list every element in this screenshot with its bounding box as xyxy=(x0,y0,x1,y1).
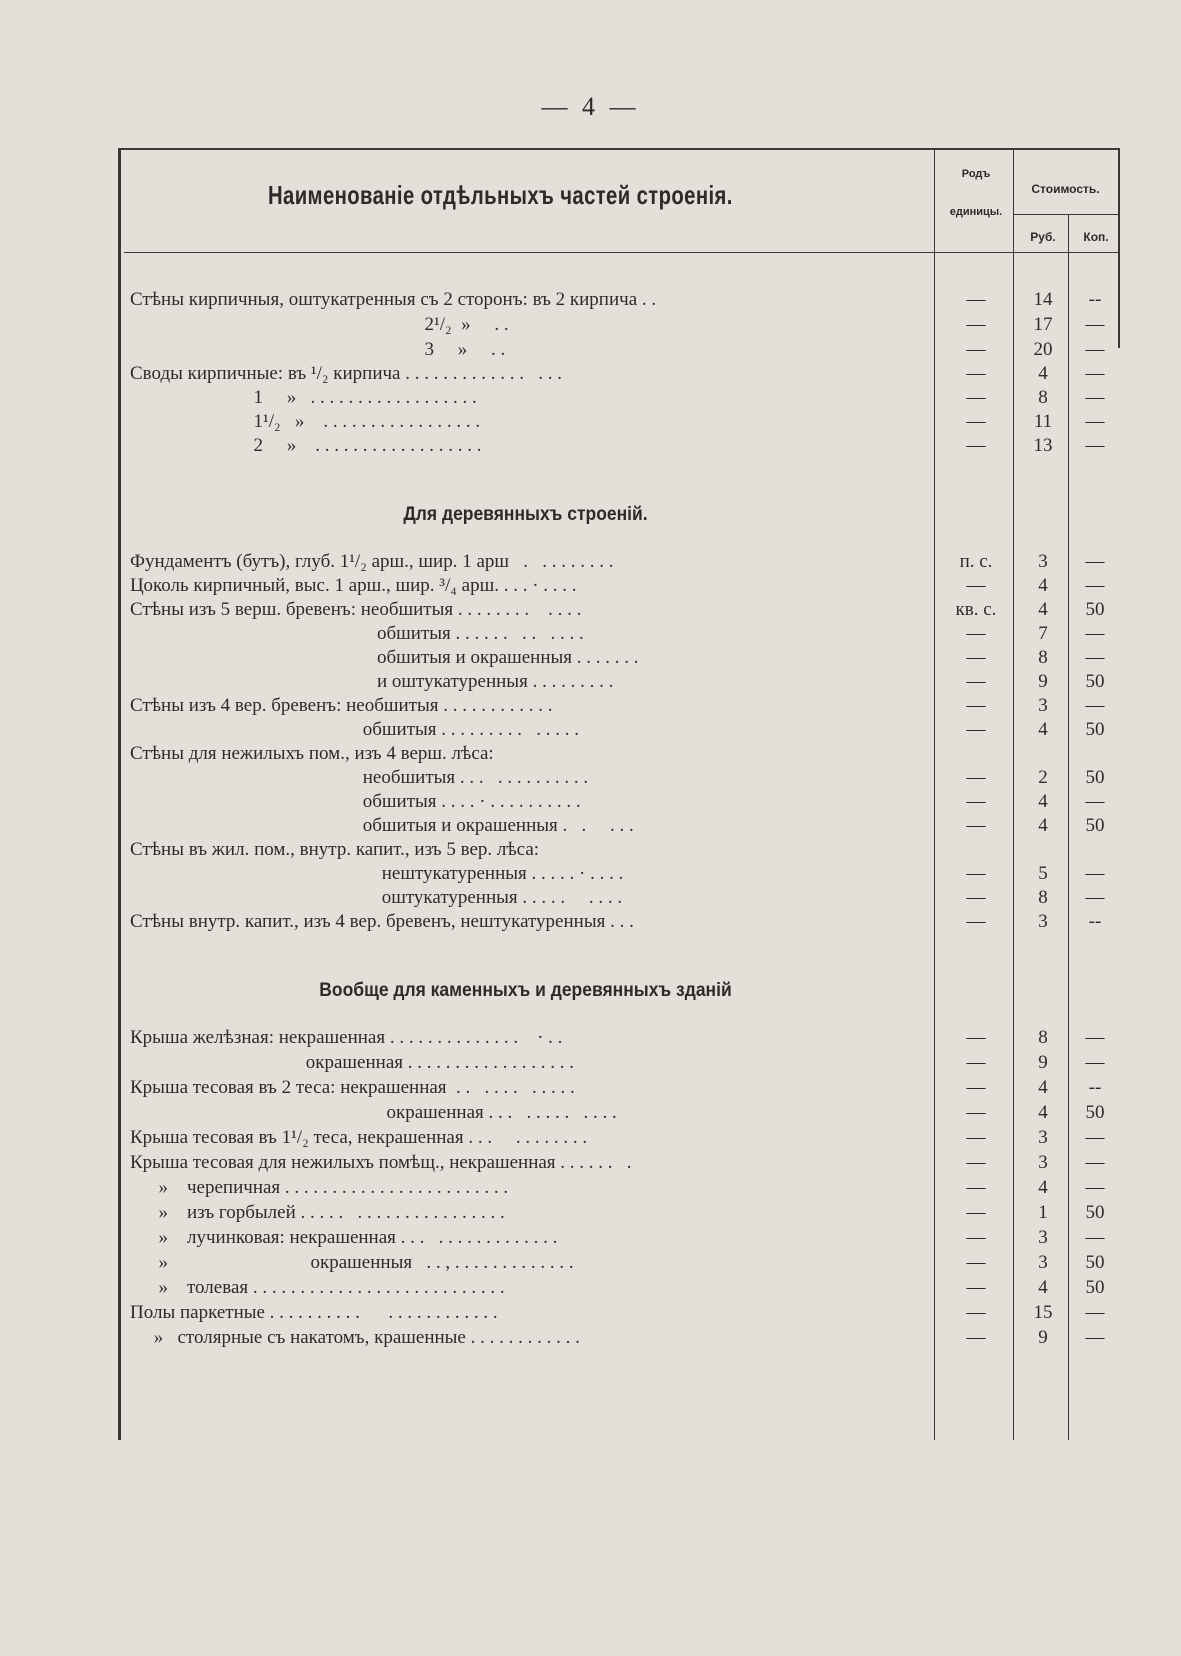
item-rub: 4 xyxy=(1038,815,1048,836)
item-kop: -- xyxy=(1088,289,1102,310)
item-rub: 3 xyxy=(1038,911,1048,932)
item-unit: — xyxy=(966,1202,986,1223)
item-name: Цоколь кирпичный, выс. 1 арш., шир. ³/₄ арш. . . . · . . . . xyxy=(130,575,577,596)
item-rub: 4 xyxy=(1038,1102,1048,1123)
item-rub: 20 xyxy=(1033,339,1053,360)
item-unit: п. с. xyxy=(959,551,993,572)
section-heading-wooden: Для деревянныхъ строеній. xyxy=(403,504,648,525)
item-unit: — xyxy=(966,1052,986,1073)
header-bottom-rule xyxy=(124,252,1120,253)
item-name: Крыша тесовая въ 1¹/₂ теса, некрашенная . . . . . . . . . . . xyxy=(130,1127,588,1148)
table-row xyxy=(118,434,1120,458)
table-row xyxy=(118,1226,1120,1250)
item-name: обшитыя . . . . . . . . . . . . xyxy=(130,623,584,644)
item-unit: — xyxy=(966,887,986,908)
table-row xyxy=(118,1101,1120,1125)
item-kop: — xyxy=(1085,647,1105,668)
item-unit: — xyxy=(966,719,986,740)
item-unit: — xyxy=(966,1327,986,1348)
cost-header: Стоимость. xyxy=(1031,182,1100,196)
item-kop: — xyxy=(1085,314,1105,335)
table-row xyxy=(118,598,1120,622)
item-rub: 9 xyxy=(1038,1327,1048,1348)
item-rub: 13 xyxy=(1033,435,1053,456)
item-unit: — xyxy=(966,1102,986,1123)
table-top-rule xyxy=(118,148,1120,150)
item-kop: 50 xyxy=(1085,671,1105,692)
item-kop: 50 xyxy=(1085,815,1105,836)
item-unit: — xyxy=(966,815,986,836)
item-kop: — xyxy=(1085,411,1105,432)
rub-header: Руб. xyxy=(1030,230,1056,244)
table-row xyxy=(118,718,1120,742)
item-kop: — xyxy=(1085,1227,1105,1248)
item-name: и оштукатуренныя . . . . . . . . . xyxy=(130,671,614,692)
item-unit: — xyxy=(966,387,986,408)
item-rub: 8 xyxy=(1038,387,1048,408)
unit-header-line2: единицы. xyxy=(949,206,1003,218)
item-name: окрашенная . . . . . . . . . . . . . . . . . . xyxy=(130,1052,574,1073)
table-row xyxy=(118,550,1120,574)
item-kop: — xyxy=(1085,1177,1105,1198)
table-row xyxy=(118,386,1120,410)
table-row xyxy=(118,1151,1120,1175)
item-name: Стѣны въ жил. пом., внутр. капит., изъ 5 вер. лѣса: xyxy=(130,839,540,860)
item-name: Своды кирпичные: въ ¹/₂ кирпича . . . . . . . . . . . . . . . . xyxy=(130,363,562,384)
item-rub: 4 xyxy=(1038,599,1048,620)
item-rub: 4 xyxy=(1038,1077,1048,1098)
item-kop: — xyxy=(1085,623,1105,644)
item-kop: — xyxy=(1085,339,1105,360)
item-rub: 15 xyxy=(1033,1302,1053,1323)
table-row xyxy=(118,1326,1120,1350)
item-kop: — xyxy=(1085,1127,1105,1148)
item-name: Стѣны внутр. капит., изъ 4 вер. бревенъ, нештукатуренныя . . . xyxy=(130,911,634,932)
item-rub: 8 xyxy=(1038,1027,1048,1048)
item-rub: 5 xyxy=(1038,863,1048,884)
item-rub: 9 xyxy=(1038,1052,1048,1073)
item-unit: — xyxy=(966,339,986,360)
item-name: » лучинковая: некрашенная . . . . . . . . . . . . . . . . xyxy=(130,1227,558,1248)
item-rub: 7 xyxy=(1038,623,1048,644)
item-unit: — xyxy=(966,1077,986,1098)
item-rub: 3 xyxy=(1038,1227,1048,1248)
item-name: окрашенная . . . . . . . . . . . . xyxy=(130,1102,617,1123)
item-rub: 14 xyxy=(1033,289,1053,310)
item-unit: — xyxy=(966,314,986,335)
table-row xyxy=(118,790,1120,814)
table-row xyxy=(118,862,1120,886)
table-row xyxy=(118,1126,1120,1150)
item-kop: — xyxy=(1085,791,1105,812)
item-kop: — xyxy=(1085,1027,1105,1048)
table-row xyxy=(118,622,1120,646)
table-row xyxy=(118,670,1120,694)
item-kop: 50 xyxy=(1085,1252,1105,1273)
item-kop: — xyxy=(1085,1152,1105,1173)
item-rub: 4 xyxy=(1038,1277,1048,1298)
table-row xyxy=(118,1301,1120,1325)
item-rub: 11 xyxy=(1033,411,1053,432)
item-unit: — xyxy=(966,863,986,884)
item-unit: — xyxy=(966,1177,986,1198)
item-unit: — xyxy=(966,1227,986,1248)
unit-header-line1: Родъ xyxy=(961,168,991,180)
item-unit: — xyxy=(966,791,986,812)
item-name: 1 » . . . . . . . . . . . . . . . . . . xyxy=(130,387,477,408)
item-unit: — xyxy=(966,695,986,716)
item-unit: — xyxy=(966,671,986,692)
item-kop: — xyxy=(1085,363,1105,384)
item-kop: 50 xyxy=(1085,1202,1105,1223)
table-row xyxy=(118,574,1120,598)
table-row xyxy=(118,910,1120,934)
item-name: Фундаментъ (бутъ), глуб. 1¹/₂ арш., шир. 1 арш . . . . . . . . . xyxy=(130,551,614,572)
item-unit: — xyxy=(966,289,986,310)
item-unit: — xyxy=(966,411,986,432)
item-kop: — xyxy=(1085,551,1105,572)
item-unit: — xyxy=(966,1302,986,1323)
item-name: Крыша тесовая для нежилыхъ помѣщ., некрашенная . . . . . . . xyxy=(130,1152,632,1173)
section-heading-general: Вообще для каменныхъ и деревянныхъ зданій xyxy=(319,980,732,1001)
item-rub: 3 xyxy=(1038,1152,1048,1173)
item-name: Крыша желѣзная: некрашенная . . . . . . . . . . . . . . · . . xyxy=(130,1027,563,1048)
item-rub: 2 xyxy=(1038,767,1048,788)
item-kop: — xyxy=(1085,887,1105,908)
item-name: нештукатуренныя . . . . . · . . . . xyxy=(130,863,624,884)
table-row xyxy=(118,1051,1120,1075)
table-row xyxy=(118,362,1120,386)
item-unit: — xyxy=(966,1127,986,1148)
table-row xyxy=(118,1251,1120,1275)
item-kop: -- xyxy=(1088,1077,1102,1098)
item-rub: 4 xyxy=(1038,1177,1048,1198)
item-kop: 50 xyxy=(1085,719,1105,740)
item-unit: — xyxy=(966,647,986,668)
table-row xyxy=(118,1076,1120,1100)
item-kop: — xyxy=(1085,695,1105,716)
item-name: оштукатуренныя . . . . . . . . . xyxy=(130,887,623,908)
item-rub: 3 xyxy=(1038,551,1048,572)
page-number: — 4 — xyxy=(541,92,640,121)
table-row xyxy=(118,886,1120,910)
item-unit: — xyxy=(966,1027,986,1048)
table-row xyxy=(118,838,1120,862)
item-name: Полы паркетные . . . . . . . . . . . . . . . . . . . . . . xyxy=(130,1302,498,1323)
item-name: » изъ горбылей . . . . . . . . . . . . . . . . . . . . . xyxy=(130,1202,505,1223)
item-kop: — xyxy=(1085,575,1105,596)
table-row xyxy=(118,410,1120,434)
table-row xyxy=(118,338,1120,362)
item-name: » черепичная . . . . . . . . . . . . . . . . . . . . . . . . xyxy=(130,1177,509,1198)
item-kop: — xyxy=(1085,1052,1105,1073)
table-title: Наименованіе отдѣльныхъ частей строенія. xyxy=(268,180,733,210)
table-row xyxy=(118,814,1120,838)
item-rub: 8 xyxy=(1038,647,1048,668)
item-rub: 8 xyxy=(1038,887,1048,908)
item-name: Стѣны изъ 5 верш. бревенъ: необшитыя . . . . . . . . . . . . xyxy=(130,599,582,620)
item-name: 2¹/₂ » . . xyxy=(130,314,509,335)
table-row xyxy=(118,742,1120,766)
item-kop: -- xyxy=(1088,911,1102,932)
item-name: обшитыя . . . . · . . . . . . . . . . xyxy=(130,791,581,812)
item-name: 3 » . . xyxy=(130,339,506,360)
item-name: » окрашенныя . . , . . . . . . . . . . . . . xyxy=(130,1252,574,1273)
table-row xyxy=(118,694,1120,718)
item-name: Крыша тесовая въ 2 теса: некрашенная . . . . . . . . . . . xyxy=(130,1077,575,1098)
item-name: 1¹/₂ » . . . . . . . . . . . . . . . . . xyxy=(130,411,481,432)
item-unit: — xyxy=(966,575,986,596)
item-name: Стѣны изъ 4 вер. бревенъ: необшитыя . . . . . . . . . . . . xyxy=(130,695,553,716)
table-row xyxy=(118,313,1120,337)
item-rub: 4 xyxy=(1038,719,1048,740)
item-kop: 50 xyxy=(1085,599,1105,620)
item-rub: 4 xyxy=(1038,363,1048,384)
item-unit: кв. с. xyxy=(955,599,997,620)
item-unit: — xyxy=(966,1252,986,1273)
item-kop: — xyxy=(1085,435,1105,456)
item-kop: — xyxy=(1085,1327,1105,1348)
item-kop: — xyxy=(1085,1302,1105,1323)
item-name: » толевая . . . . . . . . . . . . . . . . . . . . . . . . . . . xyxy=(130,1277,505,1298)
item-kop: 50 xyxy=(1085,1277,1105,1298)
item-name: Стѣны для нежилыхъ пом., изъ 4 верш. лѣса: xyxy=(130,743,494,764)
table-row xyxy=(118,1201,1120,1225)
table-row xyxy=(118,1176,1120,1200)
item-rub: 4 xyxy=(1038,791,1048,812)
item-name: обшитыя . . . . . . . . . . . . . . xyxy=(130,719,580,740)
item-name: Стѣны кирпичныя, оштукатренныя съ 2 сторонъ: въ 2 кирпича . . xyxy=(130,289,657,310)
table-row xyxy=(118,766,1120,790)
item-rub: 3 xyxy=(1038,695,1048,716)
item-kop: — xyxy=(1085,863,1105,884)
kop-header: Коп. xyxy=(1083,230,1109,244)
item-unit: — xyxy=(966,1152,986,1173)
item-rub: 3 xyxy=(1038,1127,1048,1148)
item-rub: 1 xyxy=(1038,1202,1048,1223)
table-row xyxy=(118,288,1120,312)
item-unit: — xyxy=(966,623,986,644)
price-table xyxy=(118,148,1120,1440)
table-row xyxy=(118,1276,1120,1300)
item-unit: — xyxy=(966,911,986,932)
item-name: обшитыя и окрашенныя . . . . . . . xyxy=(130,647,639,668)
item-kop: 50 xyxy=(1085,767,1105,788)
item-unit: — xyxy=(966,767,986,788)
item-name: необшитыя . . . . . . . . . . . . . xyxy=(130,767,589,788)
item-rub: 3 xyxy=(1038,1252,1048,1273)
item-unit: — xyxy=(966,363,986,384)
item-unit: — xyxy=(966,1277,986,1298)
item-unit: — xyxy=(966,435,986,456)
item-name: » столярные съ накатомъ, крашенные . . . . . . . . . . . . xyxy=(130,1327,580,1348)
item-kop: 50 xyxy=(1085,1102,1105,1123)
cost-header-rule xyxy=(1013,214,1120,215)
table-row xyxy=(118,646,1120,670)
item-kop: — xyxy=(1085,387,1105,408)
item-name: 2 » . . . . . . . . . . . . . . . . . . xyxy=(130,435,482,456)
table-row xyxy=(118,1026,1120,1050)
item-rub: 17 xyxy=(1033,314,1053,335)
item-rub: 9 xyxy=(1038,671,1048,692)
item-name: обшитыя и окрашенныя . . . . . xyxy=(130,815,634,836)
item-rub: 4 xyxy=(1038,575,1048,596)
